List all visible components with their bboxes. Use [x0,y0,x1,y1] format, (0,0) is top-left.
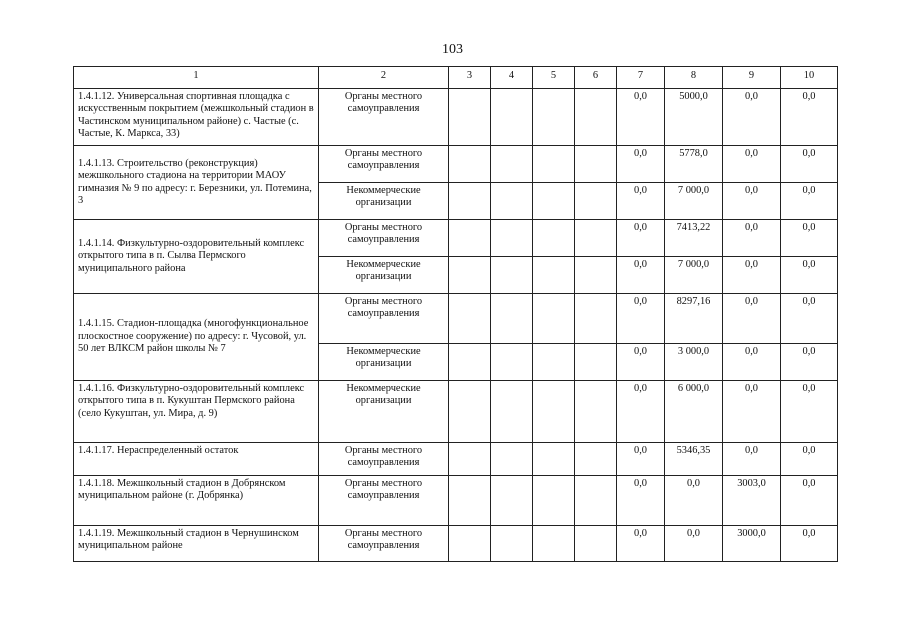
value-cell-8: 5778,0 [665,146,723,183]
header-cell: 2 [319,67,449,89]
value-cell-10: 0,0 [781,294,838,344]
value-cell-8: 0,0 [665,476,723,526]
value-cell-8: 3 000,0 [665,344,723,381]
empty-cell [533,220,575,257]
budget-table [73,66,838,562]
empty-cell [533,344,575,381]
empty-cell [575,257,617,294]
empty-cell [449,381,491,443]
value-cell-9: 0,0 [723,344,781,381]
value-cell-7: 0,0 [617,443,665,476]
value-cell-7: 0,0 [617,476,665,526]
header-cell: 8 [665,67,723,89]
value-cell-9: 0,0 [723,146,781,183]
funding-source: Некоммерческие организации [319,183,449,220]
empty-cell [491,526,533,562]
value-cell-10: 0,0 [781,526,838,562]
value-cell-8: 5346,35 [665,443,723,476]
value-cell-9: 0,0 [723,257,781,294]
empty-cell [575,526,617,562]
empty-cell [491,146,533,183]
funding-source: Органы местного самоуправления [319,526,449,562]
empty-cell [575,183,617,220]
empty-cell [491,476,533,526]
empty-cell [449,526,491,562]
empty-cell [575,294,617,344]
item-name: 1.4.1.12. Универсальная спортивная площадка с искусственным покрытием (межшкольный стадион в Частинском муниципальном районе) с. Частые (с. Частые, К. Маркса, 33) [74,89,319,146]
item-name: 1.4.1.14. Физкультурно-оздоровительный комплекс открытого типа в п. Сылва Пермского муниципального района [74,220,319,294]
value-cell-10: 0,0 [781,183,838,220]
value-cell-10: 0,0 [781,89,838,146]
value-cell-8: 7 000,0 [665,183,723,220]
empty-cell [533,146,575,183]
value-cell-10: 0,0 [781,381,838,443]
value-cell-10: 0,0 [781,476,838,526]
empty-cell [449,89,491,146]
item-name: 1.4.1.18. Межшкольный стадион в Добрянском муниципальном районе (г. Добрянка) [74,476,319,526]
empty-cell [575,476,617,526]
funding-source: Органы местного самоуправления [319,220,449,257]
header-cell: 6 [575,67,617,89]
header-cell: 7 [617,67,665,89]
empty-cell [533,183,575,220]
empty-cell [449,344,491,381]
value-cell-10: 0,0 [781,220,838,257]
header-row [74,67,838,89]
value-cell-7: 0,0 [617,220,665,257]
empty-cell [575,443,617,476]
header-cell: 10 [781,67,838,89]
empty-cell [575,89,617,146]
empty-cell [449,146,491,183]
table-row [74,526,838,562]
value-cell-7: 0,0 [617,183,665,220]
empty-cell [491,220,533,257]
empty-cell [449,476,491,526]
empty-cell [491,257,533,294]
empty-cell [491,89,533,146]
value-cell-8: 7 000,0 [665,257,723,294]
empty-cell [449,257,491,294]
empty-cell [449,220,491,257]
value-cell-7: 0,0 [617,526,665,562]
empty-cell [533,526,575,562]
value-cell-10: 0,0 [781,257,838,294]
empty-cell [491,443,533,476]
item-name: 1.4.1.13. Строительство (реконструкция) межшкольного стадиона на территории МАОУ гимназия № 9 по адресу: г. Березники, ул. Потемина, 3 [74,146,319,220]
funding-source: Органы местного самоуправления [319,294,449,344]
value-cell-8: 0,0 [665,526,723,562]
value-cell-9: 0,0 [723,381,781,443]
empty-cell [491,294,533,344]
value-cell-9: 0,0 [723,89,781,146]
value-cell-9: 0,0 [723,443,781,476]
value-cell-9: 0,0 [723,220,781,257]
table-row [74,476,838,526]
empty-cell [491,344,533,381]
value-cell-8: 8297,16 [665,294,723,344]
value-cell-10: 0,0 [781,443,838,476]
table-row [74,89,838,146]
value-cell-8: 6 000,0 [665,381,723,443]
item-name: 1.4.1.19. Межшкольный стадион в Чернушинском муниципальном районе [74,526,319,562]
value-cell-7: 0,0 [617,381,665,443]
value-cell-8: 7413,22 [665,220,723,257]
empty-cell [491,381,533,443]
value-cell-7: 0,0 [617,344,665,381]
funding-source: Некоммерческие организации [319,381,449,443]
value-cell-7: 0,0 [617,294,665,344]
header-cell: 5 [533,67,575,89]
empty-cell [575,220,617,257]
value-cell-9: 0,0 [723,183,781,220]
table-row [74,443,838,476]
value-cell-9: 3003,0 [723,476,781,526]
value-cell-7: 0,0 [617,146,665,183]
empty-cell [533,89,575,146]
empty-cell [491,183,533,220]
table-row [74,220,838,257]
header-cell: 3 [449,67,491,89]
header-cell: 1 [74,67,319,89]
header-cell: 4 [491,67,533,89]
page-number: 103 [442,42,463,57]
funding-source: Органы местного самоуправления [319,146,449,183]
value-cell-10: 0,0 [781,344,838,381]
empty-cell [575,146,617,183]
funding-source: Органы местного самоуправления [319,89,449,146]
header-cell: 9 [723,67,781,89]
table-row [74,381,838,443]
empty-cell [533,443,575,476]
value-cell-8: 5000,0 [665,89,723,146]
value-cell-10: 0,0 [781,146,838,183]
value-cell-7: 0,0 [617,257,665,294]
item-name: 1.4.1.16. Физкультурно-оздоровительный комплекс открытого типа в п. Кукуштан Пермского района (село Кукуштан, ул. Мира, д. 9) [74,381,319,443]
item-name: 1.4.1.17. Нераспределенный остаток [74,443,319,476]
empty-cell [533,476,575,526]
funding-source: Органы местного самоуправления [319,476,449,526]
empty-cell [449,443,491,476]
funding-source: Некоммерческие организации [319,257,449,294]
value-cell-7: 0,0 [617,89,665,146]
item-name: 1.4.1.15. Стадион-площадка (многофункциональное плоскостное сооружение) по адресу: г. Чусовой, ул. 50 лет ВЛКСМ район школы № 7 [74,294,319,381]
funding-source: Органы местного самоуправления [319,443,449,476]
empty-cell [575,344,617,381]
funding-source: Некоммерческие организации [319,344,449,381]
empty-cell [533,257,575,294]
value-cell-9: 3000,0 [723,526,781,562]
table-row [74,294,838,344]
empty-cell [575,381,617,443]
empty-cell [533,381,575,443]
table-row [74,146,838,183]
empty-cell [533,294,575,344]
value-cell-9: 0,0 [723,294,781,344]
empty-cell [449,294,491,344]
empty-cell [449,183,491,220]
